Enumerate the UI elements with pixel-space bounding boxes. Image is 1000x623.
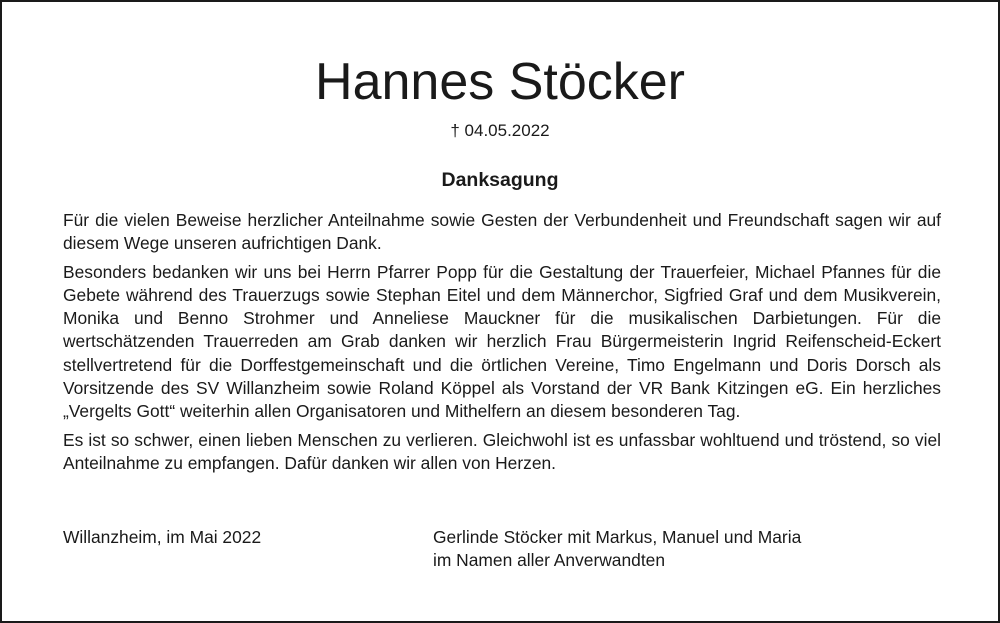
- signature-line: Gerlinde Stöcker mit Markus, Manuel und Maria: [433, 527, 802, 547]
- body-paragraph-intro: Für die vielen Beweise herzlicher Anteilnahme sowie Gesten der Verbundenheit und Freundschaft sagen wir auf diesem Wege unseren aufrichtigen Dank.: [63, 210, 941, 254]
- body-paragraph-closing: Es ist so schwer, einen lieben Menschen zu verlieren. Gleichwohl ist es unfassbar wohltuend und tröstend, so viel Anteilnahme zu empfangen. Dafür danken wir allen von Herzen.: [63, 429, 941, 473]
- place-date: Willanzheim, im Mai 2022: [63, 527, 262, 547]
- body-paragraph-thanks: Besonders bedanken wir uns bei Herrn Pfarrer Popp für die Gestaltung der Trauerfeier, Michael Pfannes für die Gebete während des Trauerzugs sowie Stephan Eitel und dem Männerchor, Sigfried Graf und dem Musikverein, Monika und Benno Strohmer und Anneliese Mauckner für die musikalischen Darbietungen. Für die wertschätzenden Trauerreden am Grab danken wir herzlich Frau Bürgermeisterin Ingrid Reifenscheid-Eckert stellvertretend für die Dorffestgemeinschaft und die örtlichen Vereine, Timo Engelmann und Doris Dorsch als Vorsitzende des SV Willanzheim sowie Roland Köppel als Vorstand der VR Bank Kitzingen eG. Ein herzliches „Vergelts Gott“ weiterhin allen Organisatoren und Mithelfern an diesem besonderen Tag.: [63, 261, 941, 422]
- notice-heading: Danksagung: [441, 169, 559, 191]
- notice-body: [63, 209, 941, 480]
- deceased-name: Hannes Stöcker: [315, 53, 685, 111]
- death-date: † 04.05.2022: [450, 121, 550, 140]
- signature-block: [433, 526, 801, 573]
- signature-line: im Namen aller Anverwandten: [433, 550, 665, 571]
